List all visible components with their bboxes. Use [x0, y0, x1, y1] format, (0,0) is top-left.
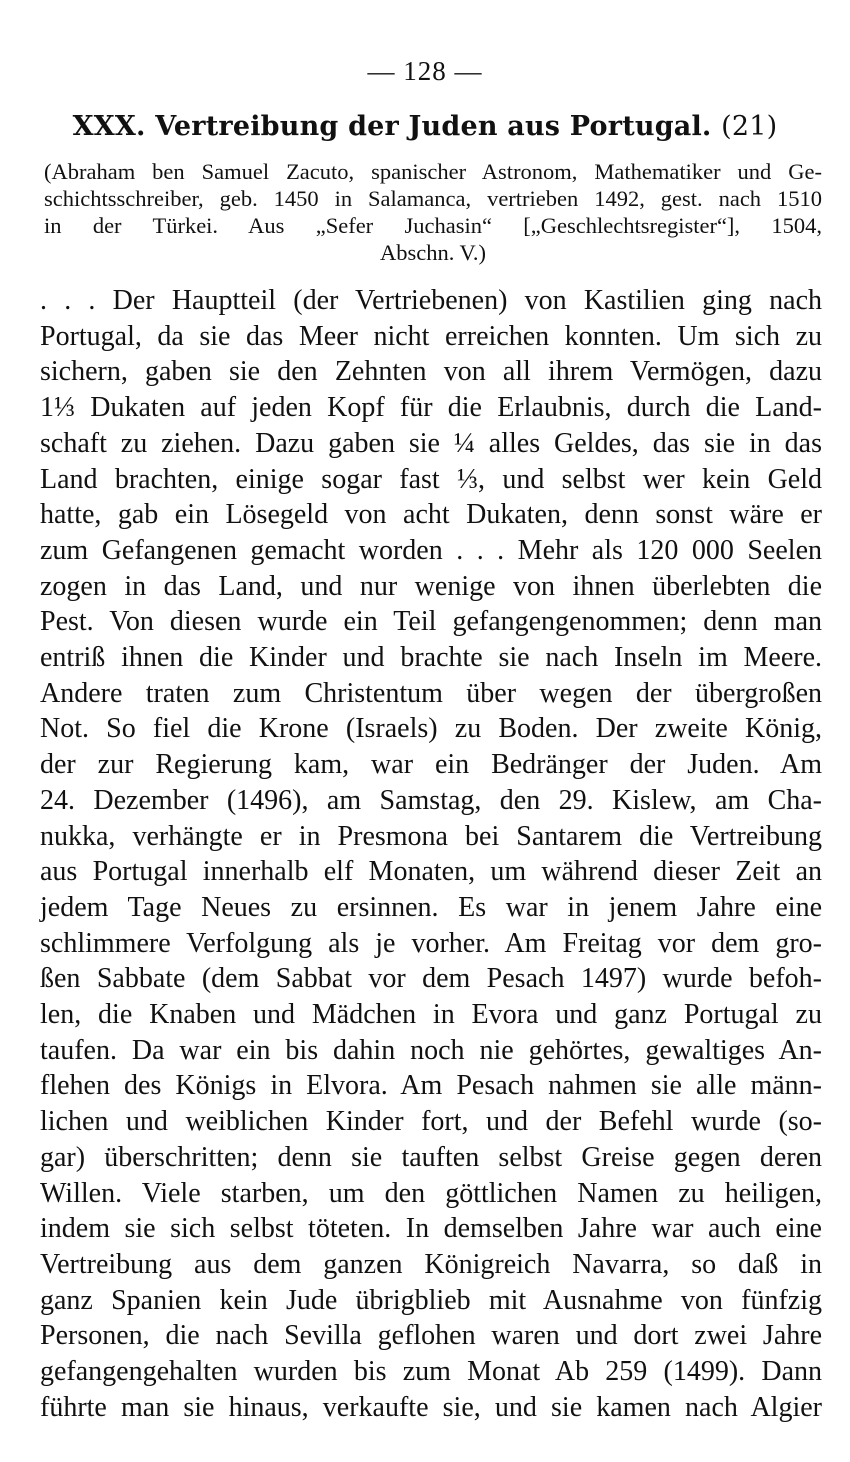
text-line: der zur Regierung kam, war ein Bedränger der Juden. Am — [40, 749, 822, 781]
text-line: Willen. Viele starben, um den göttlichen Namen zu heiligen, — [40, 1177, 822, 1209]
page-number: — 128 — — [367, 56, 483, 86]
text-line: gefangengehalten wurden bis zum Monat Ab 259 (1499). Dann — [40, 1356, 822, 1388]
main-text — [40, 283, 822, 1426]
text-line: indem sie sich selbst töteten. In demselben Jahre war auch eine — [40, 1213, 822, 1245]
text-line: zum Gefangenen gemacht worden . . . Mehr als 120 000 Seelen — [40, 534, 822, 566]
text-line: sichern, gaben sie den Zehnten von all ihrem Vermögen, dazu — [40, 356, 822, 388]
text-line: schaft zu ziehen. Dazu gaben sie ¼ alles Geldes, das sie in das — [40, 427, 822, 459]
text-line: Andere traten zum Christentum über wegen der übergroßen — [40, 677, 822, 709]
text-line: Portugal, da sie das Meer nicht erreichen konnten. Um sich zu — [40, 320, 822, 352]
text-line: ßen Sabbate (dem Sabbat vor dem Pesach 1497) wurde befoh- — [40, 963, 822, 995]
source-note — [44, 158, 822, 266]
text-line: zogen in das Land, und nur wenige von ihnen überlebten die — [40, 570, 822, 602]
text-line: Vertreibung aus dem ganzen Königreich Navarra, so daß in — [40, 1248, 822, 1280]
text-line: entriß ihnen die Kinder und brachte sie nach Inseln im Meere. — [40, 642, 822, 674]
chapter-title-text: XXX. Vertreibung der Juden aus Portugal. — [72, 111, 712, 142]
text-line: len, die Knaben und Mädchen in Evora und ganz Portugal zu — [40, 999, 822, 1031]
text-line: ganz Spanien kein Jude übrigblieb mit Ausnahme von fünfzig — [40, 1284, 822, 1316]
source-note-line: schichtsschreiber, geb. 1450 in Salamanca, vertrieben 1492, gest. nach 1510 — [44, 186, 822, 211]
text-line: Personen, die nach Sevilla geflohen waren und dort zwei Jahre — [40, 1320, 822, 1352]
text-line: Land brachten, einige sogar fast ⅓, und selbst wer kein Geld — [40, 463, 822, 495]
text-line: 1⅓ Dukaten auf jeden Kopf für die Erlaubnis, durch die Land- — [40, 392, 822, 424]
source-note-line: (Abraham ben Samuel Zacuto, spanischer Astronom, Mathematiker und Ge- — [44, 159, 822, 184]
text-line: nukka, verhängte er in Presmona bei Santarem die Vertreibung — [40, 820, 822, 852]
text-line: 24. Dezember (1496), am Samstag, den 29. Kislew, am Cha- — [40, 784, 822, 816]
text-line: . . . Der Hauptteil (der Vertriebenen) von Kastilien ging nach — [40, 285, 822, 316]
chapter-title — [0, 109, 850, 145]
source-note-line: Abschn. V.) — [379, 240, 487, 265]
text-line: flehen des Königs in Elvora. Am Pesach nahmen sie alle männ- — [40, 1070, 822, 1102]
text-line: jedem Tage Neues zu ersinnen. Es war in jenem Jahre eine — [40, 891, 822, 923]
source-note-line: in der Türkei. Aus „Sefer Juchasin“ [„Geschlechtsregister“], 1504, — [44, 213, 822, 238]
text-line: Pest. Von diesen wurde ein Teil gefangengenommen; denn man — [40, 606, 822, 638]
text-line: führte man sie hinaus, verkaufte sie, und sie kamen nach Algier — [40, 1391, 822, 1423]
text-line: gar) überschritten; denn sie tauften selbst Greise gegen deren — [40, 1141, 822, 1173]
chapter-title-reference: (21) — [721, 111, 778, 142]
text-line: lichen und weiblichen Kinder fort, und der Befehl wurde (so- — [40, 1106, 822, 1138]
text-line: hatte, gab ein Lösegeld von acht Dukaten, denn sonst wäre er — [40, 499, 822, 531]
text-line: aus Portugal innerhalb elf Monaten, um während dieser Zeit an — [40, 856, 822, 888]
text-line: schlimmere Verfolgung als je vorher. Am Freitag vor dem gro- — [40, 927, 822, 959]
text-line: taufen. Da war ein bis dahin noch nie gehörtes, gewaltiges An- — [40, 1034, 822, 1066]
text-line: Not. So fiel die Krone (Israels) zu Boden. Der zweite König, — [40, 713, 822, 745]
